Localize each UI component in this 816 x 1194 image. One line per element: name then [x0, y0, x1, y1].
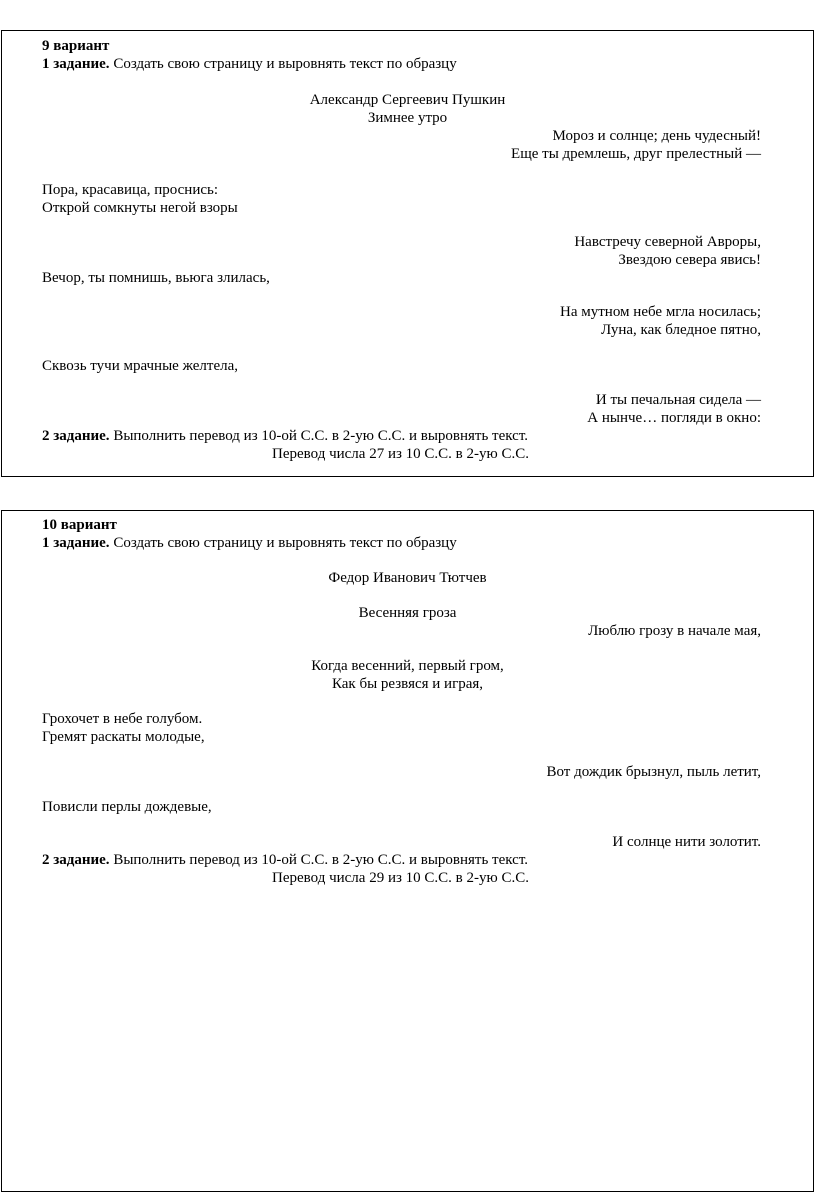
task1-label: 1 задание. [42, 535, 110, 551]
task1-label: 1 задание. [42, 56, 110, 72]
poem-line: Еще ты дремлешь, друг прелестный — [511, 146, 761, 162]
poem-author: Федор Иванович Тютчев [328, 570, 487, 586]
poem-line: Когда весенний, первый гром, [311, 658, 504, 674]
poem-line: Звездою севера явись! [618, 252, 761, 268]
poem-line: А нынче… погляди в окно: [587, 410, 761, 426]
variant-9-title: 9 вариант [42, 38, 110, 54]
poem-line: На мутном небе мгла носилась; [560, 304, 761, 320]
poem-line: Навстречу северной Авроры, [574, 234, 761, 250]
poem-line: Пора, красавица, проснись: [42, 182, 219, 198]
poem-author: Александр Сергеевич Пушкин [309, 92, 506, 108]
poem-line: Повисли перлы дождевые, [42, 799, 212, 815]
poem-title: Весенняя гроза [358, 605, 457, 621]
task2-label: 2 задание. [42, 852, 110, 868]
poem-title: Зимнее утро [367, 110, 448, 126]
poem-line: Вечор, ты помнишь, вьюга злилась, [42, 270, 270, 286]
task2-text: Выполнить перевод из 10-ой С.С. в 2-ую С.С. и выровнять текст. [109, 428, 529, 444]
task2-label: 2 задание. [42, 428, 110, 444]
task2-text: Выполнить перевод из 10-ой С.С. в 2-ую С.С. и выровнять текст. [109, 852, 529, 868]
task2-subtitle: Перевод числа 29 из 10 С.С. в 2-ую С.С. [272, 870, 529, 886]
poem-line: И солнце нити золотит. [612, 834, 761, 850]
task1-text: Создать свою страницу и выровнять текст по образцу [109, 56, 457, 72]
variant-10-task2 [42, 851, 528, 869]
variant-9-task2 [42, 427, 528, 445]
poem-line: Луна, как бледное пятно, [601, 322, 761, 338]
variant-9-task1 [42, 55, 457, 73]
poem-line: Гремят раскаты молодые, [42, 729, 205, 745]
task2-subtitle: Перевод числа 27 из 10 С.С. в 2-ую С.С. [272, 446, 529, 462]
poem-line: Открой сомкнуты негой взоры [42, 200, 238, 216]
poem-line: Вот дождик брызнул, пыль летит, [546, 764, 761, 780]
poem-line: Люблю грозу в начале мая, [588, 623, 761, 639]
poem-line: Грохочет в небе голубом. [42, 711, 203, 727]
variant-10-task1 [42, 534, 457, 552]
variant-10-card [1, 510, 814, 1192]
task1-text: Создать свою страницу и выровнять текст по образцу [109, 535, 457, 551]
poem-line: Мороз и солнце; день чудесный! [552, 128, 761, 144]
poem-line: Как бы резвяся и играя, [331, 676, 484, 692]
variant-10-title: 10 вариант [42, 517, 117, 533]
poem-line: И ты печальная сидела — [595, 392, 761, 408]
poem-line: Сквозь тучи мрачные желтела, [42, 358, 238, 374]
variant-9-card [1, 30, 814, 477]
